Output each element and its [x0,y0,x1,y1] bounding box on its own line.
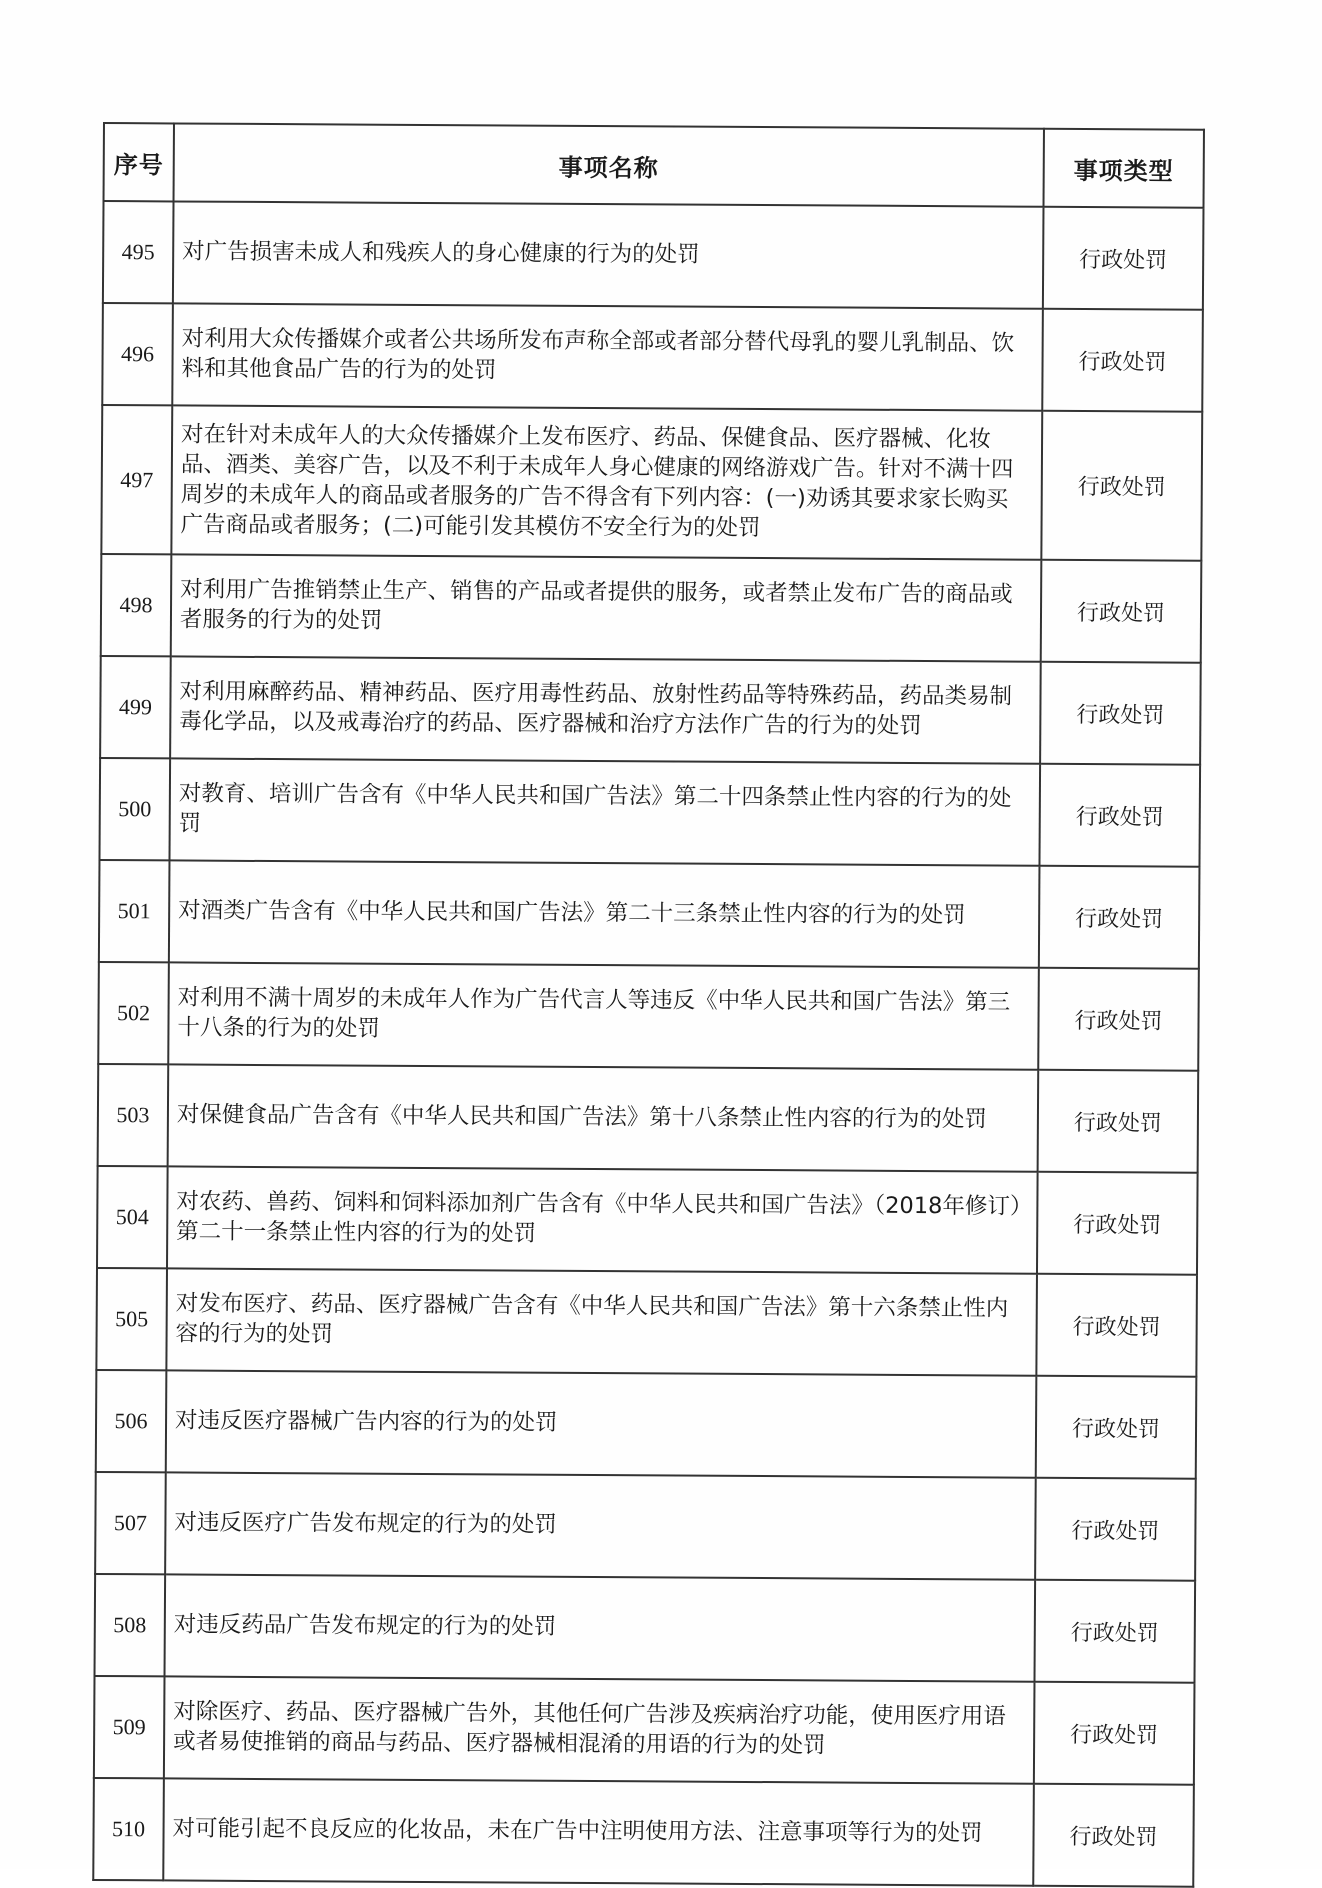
row-item-type: 行政处罚 [1039,866,1200,969]
header-number: 序号 [104,123,174,201]
row-item-type: 行政处罚 [1042,309,1203,412]
row-item-type: 行政处罚 [1041,560,1202,663]
row-item-name: 对除医疗、药品、医疗器械广告外，其他任何广告涉及疾病治疗功能，使用医疗用语或者易使推销的商品与药品、医疗器械相混淆的用语的行为的处罚 [164,1676,1035,1783]
row-item-name: 对违反医疗广告发布规定的行为的处罚 [165,1472,1036,1579]
table-row [101,554,1202,663]
row-item-name: 对在针对未成年人的大众传播媒介上发布医疗、药品、保健食品、医疗器械、化妆品、酒类、美容广告，以及不利于未成年人身心健康的网络游戏广告。针对不满十四周岁的未成年人的商品或者服务的广告不得含有下列内容：(一)劝诱其要求家长购买广告商品或者服务；(二)可能引发其模仿不安全行为的处罚 [171,405,1042,559]
table-row [103,201,1204,310]
row-item-type: 行政处罚 [1036,1274,1197,1377]
row-number: 508 [95,1574,166,1676]
row-item-name: 对广告损害未成人和残疾人的身心健康的行为的处罚 [173,201,1044,308]
row-item-name: 对可能引起不良反应的化妆品，未在广告中注明使用方法、注意事项等行为的处罚 [163,1778,1034,1885]
row-number: 500 [99,758,170,860]
header-item-type: 事项类型 [1043,129,1203,208]
table-row [96,1268,1197,1377]
row-item-type: 行政处罚 [1039,764,1200,867]
row-item-name: 对利用麻醉药品、精神药品、医疗用毒性药品、放射性药品等特殊药品，药品类易制毒化学品，以及戒毒治疗的药品、医疗器械和治疗方法作广告的行为的处罚 [170,656,1041,763]
row-item-name: 对利用不满十周岁的未成年人作为广告代言人等违反《中华人民共和国广告法》第三十八条的行为的处罚 [168,962,1039,1069]
row-item-type: 行政处罚 [1041,411,1202,561]
table-row [99,860,1200,969]
row-number: 495 [103,201,174,303]
row-item-name: 对利用广告推销禁止生产、销售的产品或者提供的服务，或者禁止发布广告的商品或者服务的行为的处罚 [171,554,1042,661]
row-item-name: 对保健食品广告含有《中华人民共和国广告法》第十八条禁止性内容的行为的处罚 [168,1064,1039,1171]
row-item-name: 对教育、培训广告含有《中华人民共和国广告法》第二十四条禁止性内容的行为的处罚 [169,758,1040,865]
row-number: 499 [100,656,171,758]
row-item-name: 对违反药品广告发布规定的行为的处罚 [165,1574,1036,1681]
row-item-type: 行政处罚 [1038,1070,1199,1173]
row-number: 510 [93,1778,164,1880]
table-row [94,1676,1195,1785]
row-item-name: 对发布医疗、药品、医疗器械广告含有《中华人民共和国广告法》第十六条禁止性内容的行为的处罚 [166,1268,1037,1375]
table-row [95,1574,1196,1683]
table-row [102,303,1203,412]
row-number: 509 [94,1676,165,1778]
table-row [98,962,1199,1071]
row-item-name: 对农药、兽药、饲料和饲料添加剂广告含有《中华人民共和国广告法》（2018年修订）第二十一条禁止性内容的行为的处罚 [167,1166,1038,1273]
row-number: 505 [96,1268,167,1370]
row-item-type: 行政处罚 [1038,968,1199,1071]
table-row [95,1472,1196,1581]
row-item-type: 行政处罚 [1034,1580,1195,1683]
row-item-type: 行政处罚 [1033,1784,1194,1887]
row-item-type: 行政处罚 [1034,1682,1195,1785]
row-number: 501 [99,860,170,962]
row-number: 498 [101,554,172,656]
row-number: 502 [98,962,169,1064]
items-table [92,122,1205,1888]
row-item-type: 行政处罚 [1043,207,1204,310]
table-row [93,1778,1194,1887]
table-row [97,1166,1198,1275]
table-header-row [104,123,1204,208]
row-item-type: 行政处罚 [1040,662,1201,765]
row-item-type: 行政处罚 [1035,1478,1196,1581]
row-number: 507 [95,1472,166,1574]
row-number: 504 [97,1166,168,1268]
row-item-name: 对利用大众传播媒介或者公共场所发布声称全部或者部分替代母乳的婴儿乳制品、饮料和其他食品广告的行为的处罚 [172,303,1043,410]
header-item-name: 事项名称 [174,123,1044,206]
row-number: 503 [98,1064,169,1166]
table-row [100,656,1201,765]
row-item-type: 行政处罚 [1037,1172,1198,1275]
table-row [98,1064,1199,1173]
row-item-name: 对酒类广告含有《中华人民共和国广告法》第二十三条禁止性内容的行为的处罚 [169,860,1040,967]
table-row [99,758,1200,867]
table-row [96,1370,1197,1479]
row-item-type: 行政处罚 [1036,1376,1197,1479]
row-number: 496 [102,303,173,405]
table-row [101,405,1202,561]
row-item-name: 对违反医疗器械广告内容的行为的处罚 [166,1370,1037,1477]
row-number: 506 [96,1370,167,1472]
row-number: 497 [101,405,172,554]
